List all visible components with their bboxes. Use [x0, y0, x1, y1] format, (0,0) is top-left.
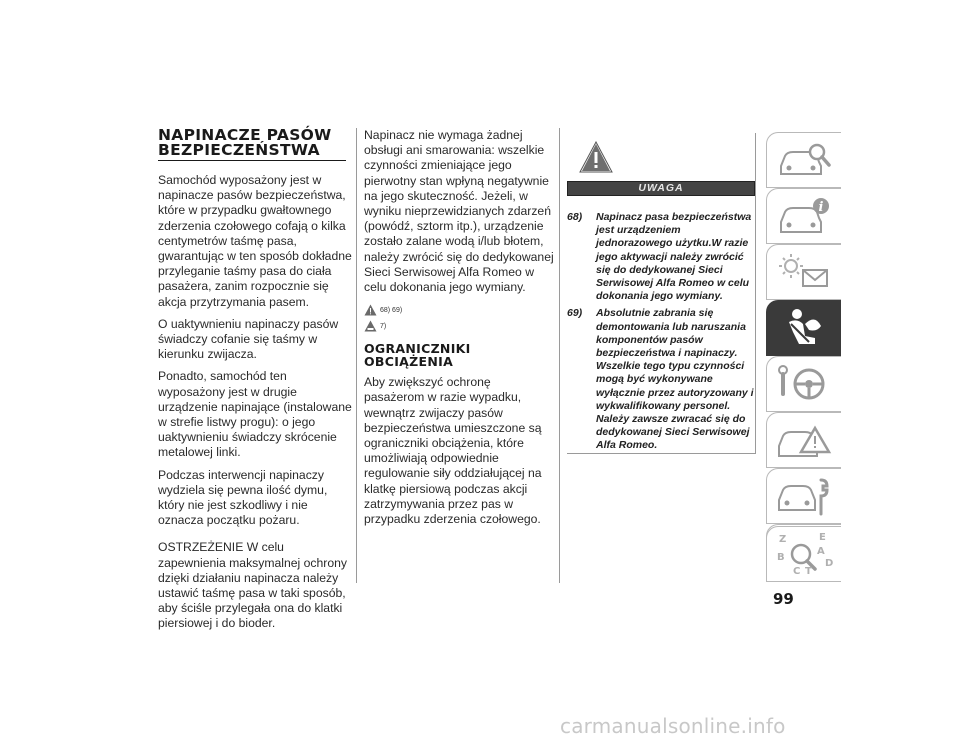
- tab-car-info[interactable]: [766, 188, 841, 244]
- index-letter: B: [777, 552, 785, 563]
- caution-reference-text: 7): [380, 322, 387, 330]
- paragraph: Samochód wyposażony jest w napinacze pasów bezpieczeństwa, które w przypadku gwałtownego zderzenia czołowego cofają o kilka centymetrów taśmę pasa, gwarantując w ten sposób dokładne przyleganie taśmy pasa do ciała pasażera, zanim rozpocznie się akcja przytrzymania pasem.: [158, 173, 352, 309]
- paragraph: OSTRZEŻENIE W celu zapewnienia maksymalnej ochrony dzięki działaniu napinacza należy ustawić taśmę pasa w taki sposób, aby ściśle przylegała ona do klatki piersiowej i do bioder.: [158, 540, 348, 631]
- car-warning-icon: [775, 418, 833, 462]
- warning-item: [567, 211, 755, 303]
- column-2: [364, 128, 554, 534]
- index-letter: Z: [779, 534, 787, 545]
- tab-starting-driving[interactable]: [766, 356, 841, 412]
- tab-index[interactable]: [766, 526, 841, 582]
- tab-maintenance[interactable]: [766, 468, 841, 524]
- warning-header: UWAGA: [567, 181, 755, 196]
- subsection-title: [364, 343, 554, 368]
- paragraph: O uaktywnieniu napinaczy pasów świadczy cofanie się taśmy w kierunku zwijacza.: [158, 316, 339, 362]
- warning-item-text: Napinacz pasa bezpieczeństwa jest urządzeniem jednorazowego użytku.W razie jego aktywacji należy zwrócić się do dedykowanej Sieci Serwisowej Alfa Romeo w celu dokonania jego wymiany.: [596, 211, 752, 303]
- index-letter: A: [817, 546, 825, 557]
- index-letter: E: [819, 532, 826, 543]
- warning-lights-envelope-icon: [775, 250, 833, 294]
- subsection-title-line1: OGRANICZNIKI: [364, 341, 471, 357]
- warning-box: [567, 133, 756, 454]
- warning-item-number: 69): [567, 307, 583, 320]
- paragraph: Ponadto, samochód ten wyposażony jest w drugie urządzenie napinające (instalowane w strefie listwy progu): o jego uaktywnieniu świadczy skrócenie metalowej linki.: [158, 369, 352, 460]
- svg-text:i: i: [818, 200, 824, 215]
- tab-car-magnifier[interactable]: [766, 132, 841, 188]
- warning-item-text: Absolutnie zabrania się demontowania lub naruszania komponentów pasów bezpieczeństwa i napinaczy. Wszelkie tego typu czynności mogą być wykonywane wyłącznie przez autoryzowany i wykwalifikowany personel. Należy zawsze zwracać się do dedykowanej Sieci Serwisowej Alfa Romeo.: [596, 307, 754, 452]
- column-1: [158, 128, 353, 639]
- warning-triangle-icon: [364, 304, 377, 316]
- paragraph: Napinacz nie wymaga żadnej obsługi ani smarowania: wszelkie czynności zmieniające jego pierwotny stan wpłyną negatywnie na jego skuteczność. Jeżeli, w wyniku nieprzewidzianych zdarzeń (powódź, sztorm itp.), urządzenie zostało zalane wodą i/lub błotem, należy zwrócić się do dedykowanej Sieci Serwisowej Alfa Romeo w celu dokonania jego wymiany.: [364, 128, 554, 295]
- section-title: [158, 128, 353, 161]
- car-wrench-icon: [775, 474, 833, 518]
- warning-list: [567, 211, 755, 457]
- tabs-bottom-line: [766, 581, 840, 582]
- warning-reference: [364, 302, 554, 318]
- index-letter: C: [793, 566, 801, 576]
- section-title-line2: BEZPIECZEŃSTWA: [158, 143, 346, 161]
- tab-emergency[interactable]: [766, 412, 841, 468]
- index-letter: T: [805, 566, 812, 576]
- paragraph: Podczas interwencji napinaczy wydziela się pewna ilość dymu, który nie jest szkodliwy i nie oznacza początku pożaru.: [158, 467, 328, 528]
- caution-reference: [364, 318, 554, 334]
- warning-reference-text: 68) 69): [380, 306, 403, 314]
- key-steering-wheel-icon: [775, 362, 833, 406]
- car-magnifier-icon: [775, 138, 833, 182]
- warning-triangle-icon: [579, 141, 613, 173]
- column-divider: [559, 128, 560, 583]
- tab-safety[interactable]: [766, 300, 841, 356]
- page-number: 99: [773, 590, 794, 608]
- warning-item-number: 68): [567, 211, 583, 223]
- subsection-title-line2: OBCIĄŻENIA: [364, 353, 454, 369]
- car-info-icon: [775, 194, 833, 238]
- column-divider: [356, 128, 357, 583]
- section-title-line1: NAPINACZE PASÓW: [158, 126, 332, 144]
- index-letter: D: [825, 558, 833, 569]
- caution-car-icon: [364, 320, 377, 332]
- watermark: carmanualsonline.info: [560, 714, 786, 738]
- seat-airbag-person-icon: [775, 306, 833, 350]
- warning-item: [567, 307, 755, 452]
- paragraph: Aby zwiększyć ochronę pasażerom w razie wypadku, wewnątrz zwijaczy pasów bezpieczeństwa umieszczone są ograniczniki obciążenia, które umożliwiają odpowiednie regulowanie siły oddziałującej na klatkę piersiową podczas akcji zatrzymywania przez pas w przypadku zderzenia czołowego.: [364, 375, 542, 527]
- alphabet-index-icon: [775, 532, 833, 576]
- tab-warning-lights[interactable]: [766, 244, 841, 300]
